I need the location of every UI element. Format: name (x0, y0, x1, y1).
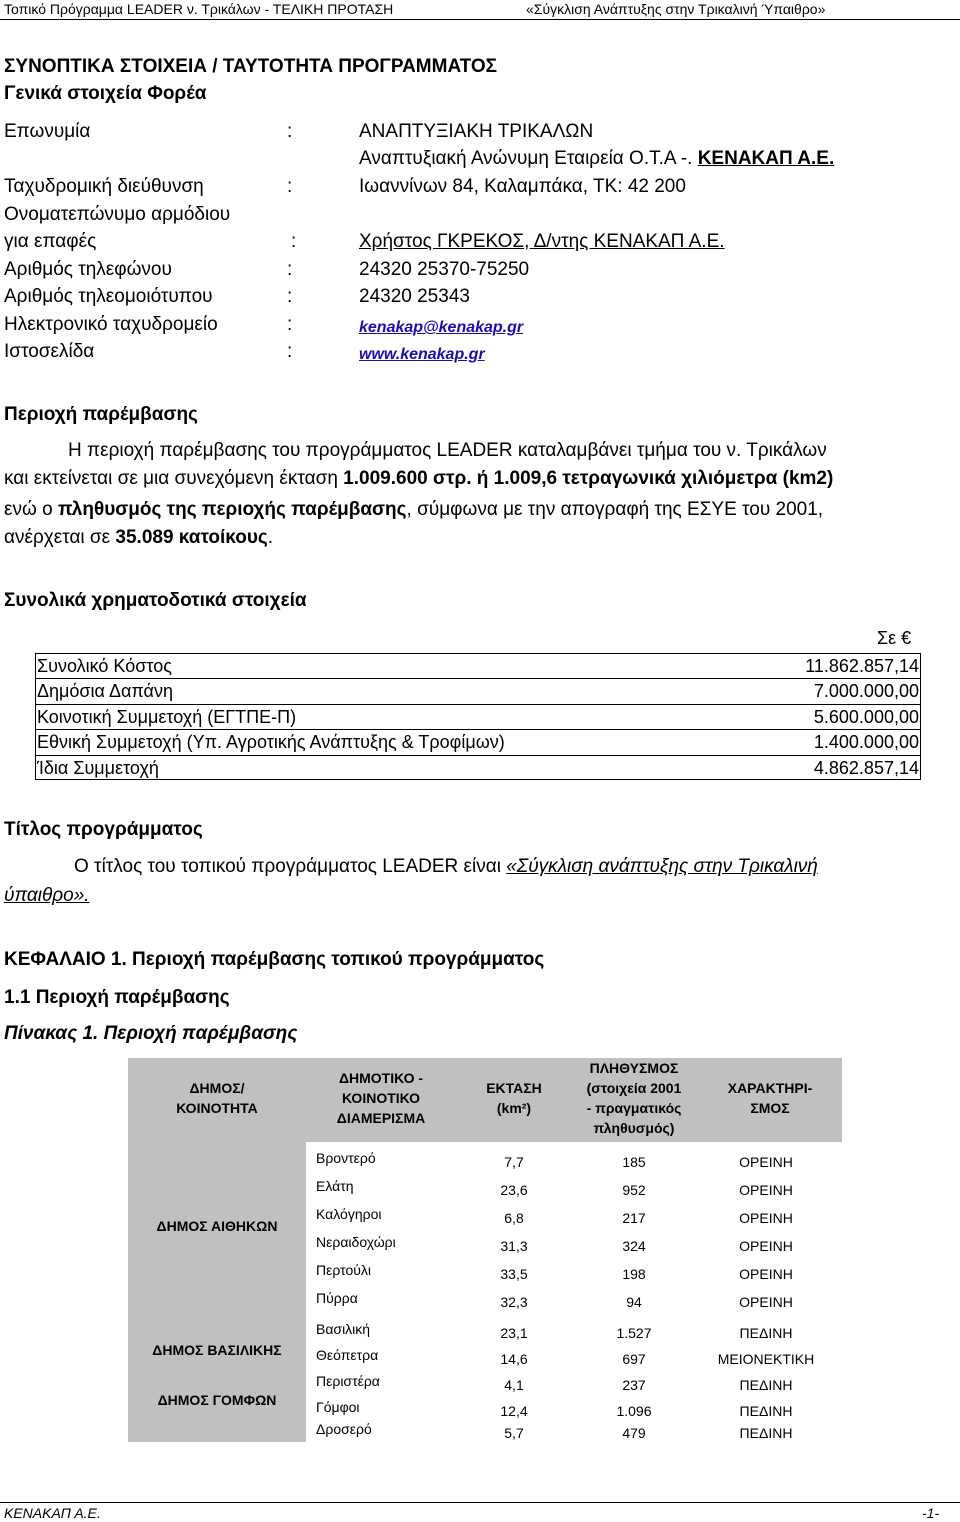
finance-unit: Σε € (877, 628, 912, 648)
finance-value: 1.400.000,00 (813, 732, 919, 752)
summary-title: ΣΥΝΟΠΤΙΚΑ ΣΤΟΙΧΕΙΑ / ΤΑΥΤΟΤΗΤΑ ΠΡΟΓΡΑΜΜΑΤΟΣ (4, 56, 498, 77)
name-value: ΑΝΑΠΤΥΞΙΑΚΗ ΤΡΙΚΑΛΩΝ (359, 121, 594, 142)
area-para-4b: 35.089 κατοίκους (115, 527, 268, 548)
name-value-2a: Αναπτυξιακή Ανώνυμη Εταιρεία Ο.Τ.Α -. (359, 148, 698, 169)
type-cell: ΠΕΔΙΝΗ (739, 1377, 793, 1393)
district-cell: Περιστέρα (316, 1373, 380, 1389)
district-cell: Περτούλι (316, 1262, 372, 1278)
colon: : (287, 259, 293, 280)
colon: : (287, 314, 293, 335)
area-cell: 31,3 (500, 1238, 528, 1254)
table-caption: Πίνακας 1. Περιοχή παρέμβασης (4, 1023, 298, 1044)
finance-row (35, 653, 921, 679)
type-cell: ΠΕΔΙΝΗ (739, 1425, 793, 1441)
finance-label: Κοινοτική Συμμετοχή (ΕΓΤΠΕ-Π) (37, 707, 297, 727)
header-left-text: Τοπικό Πρόγραμμα LEADER ν. Τρικάλων - ΤΕΛΙΚΗ ΠΡΟΤΑΣΗ (4, 1, 394, 17)
program-title-line-1b: «Σύγκλιση ανάπτυξης στην Τρικαλινή (506, 856, 818, 877)
district-cell: Γόμφοι (316, 1399, 360, 1415)
footer-left: ΚΕΝΑΚΑΠ Α.Ε. (4, 1505, 101, 1521)
finance-value: 5.600.000,00 (813, 707, 919, 727)
population-cell: 1.096 (616, 1403, 652, 1419)
name-value-2 (359, 148, 834, 170)
type-cell: ΟΡΕΙΝΗ (739, 1238, 793, 1254)
finance-value: 4.862.857,14 (813, 758, 919, 778)
population-cell: 952 (622, 1182, 646, 1198)
population-cell: 324 (622, 1238, 646, 1254)
area-cell: 14,6 (500, 1351, 528, 1367)
type-cell: ΟΡΕΙΝΗ (739, 1182, 793, 1198)
contact-label-2: για επαφές (4, 231, 97, 252)
phone-value: 24320 25370-75250 (359, 259, 530, 280)
fax-label: Αριθμός τηλεομοιότυπου (4, 286, 213, 307)
finance-label: Συνολικό Κόστος (37, 656, 172, 676)
population-cell: 237 (622, 1377, 646, 1393)
municipality-gomfon: ΔΗΜΟΣ ΓΟΜΦΩΝ (157, 1392, 277, 1408)
email-link[interactable]: kenakap@kenakap.gr (359, 319, 524, 336)
finance-label: Δημόσια Δαπάνη (37, 681, 173, 701)
area-cell: 33,5 (500, 1266, 528, 1282)
finance-value: 11.862.857,14 (805, 656, 919, 676)
chapter-heading: ΚΕΦΑΛΑΙΟ 1. Περιοχή παρέμβασης τοπικού προγράμματος (4, 949, 545, 970)
contact-value: Χρήστος ΓΚΡΕΚΟΣ, Δ/ντης ΚΕΝΑΚΑΠ Α.Ε. (359, 231, 725, 252)
district-cell: Θεόπετρα (316, 1347, 379, 1363)
district-cell: Καλόγηροι (316, 1206, 382, 1222)
finance-row (35, 729, 921, 755)
web-label: Ιστοσελίδα (4, 341, 95, 362)
header-municipality: ΔΗΜΟΣ/ ΚΟΙΝΟΤΗΤΑ (176, 1080, 258, 1116)
district-cell: Βασιλική (316, 1321, 371, 1337)
area-cell: 23,6 (500, 1182, 528, 1198)
district-cell: Νεραιδοχώρι (316, 1234, 396, 1250)
finance-heading: Συνολικά χρηματοδοτικά στοιχεία (4, 590, 307, 611)
type-cell: ΟΡΕΙΝΗ (739, 1210, 793, 1226)
population-cell: 1.527 (616, 1325, 652, 1341)
finance-label: Ίδια Συμμετοχή (37, 758, 159, 778)
area-para-4c: . (267, 527, 274, 548)
colon: : (287, 176, 293, 197)
area-para-3 (4, 499, 823, 521)
program-title-line-1a: Ο τίτλος του τοπικού προγράμματος LEADER είναι (74, 856, 507, 877)
colon: : (287, 341, 293, 362)
population-cell: 94 (626, 1294, 642, 1310)
colon: : (291, 231, 297, 252)
type-cell: ΠΕΔΙΝΗ (739, 1403, 793, 1419)
area-para-4a: ανέρχεται σε (4, 527, 116, 548)
area-cell: 5,7 (504, 1425, 524, 1441)
address-value: Ιωαννίνων 84, Καλαμπάκα, ΤΚ: 42 200 (359, 176, 686, 197)
page-header (0, 0, 960, 20)
district-cell: Ελάτη (316, 1178, 354, 1194)
name-label: Επωνυμία (4, 121, 91, 142)
finance-row (35, 755, 921, 781)
area-para-3c: , σύμφωνα με την απογραφή της ΕΣΥΕ του 2001, (406, 499, 824, 520)
area-cell: 4,1 (504, 1377, 524, 1393)
area-para-3b: πληθυσμός της περιοχής παρέμβασης (57, 499, 407, 520)
population-cell: 198 (622, 1266, 646, 1282)
web-link[interactable]: www.kenakap.gr (359, 346, 485, 363)
header-population: ΠΛΗΘΥΣΜΟΣ (στοιχεία 2001 - πραγματικός πληθυσμός) (586, 1060, 682, 1136)
area-para-2a: και εκτείνεται σε μια συνεχόμενη έκταση (4, 468, 344, 489)
finance-value: 7.000.000,00 (813, 681, 919, 701)
area-cell: 12,4 (500, 1403, 528, 1419)
area-para-4 (4, 527, 273, 549)
population-cell: 185 (622, 1154, 646, 1170)
finance-label: Εθνική Συμμετοχή (Υπ. Αγροτικής Ανάπτυξης & Τροφίμων) (37, 732, 505, 752)
address-label: Ταχυδρομική διεύθυνση (4, 176, 204, 197)
program-title-line-1 (74, 856, 818, 878)
area-cell: 7,7 (504, 1154, 524, 1170)
header-district: ΔΗΜΟΤΙΚΟ - ΚΟΙΝΟΤΙΚΟ ΔΙΑΜΕΡΙΣΜΑ (336, 1070, 426, 1126)
area-para-2 (4, 468, 833, 490)
phone-label: Αριθμός τηλεφώνου (4, 259, 172, 280)
header-type: ΧΑΡΑΚΤΗΡΙ- ΣΜΟΣ (727, 1080, 813, 1116)
area-para-1: Η περιοχή παρέμβασης του προγράμματος LEADER καταλαμβάνει τμήμα του ν. Τρικάλων (68, 440, 827, 461)
chapter-subheading: 1.1 Περιοχή παρέμβασης (4, 987, 230, 1008)
name-value-2b: ΚΕΝΑΚΑΠ Α.Ε. (697, 148, 835, 169)
district-cell: Δροσερό (316, 1421, 372, 1437)
header-area: ΕΚΤΑΣΗ (km²) (486, 1080, 542, 1116)
area-para-2b: 1.009.600 στρ. ή 1.009,6 τετραγωνικά χιλιόμετρα (km2) (343, 468, 834, 489)
finance-row (35, 678, 921, 704)
summary-subtitle: Γενικά στοιχεία Φορέα (4, 83, 207, 104)
colon: : (287, 286, 293, 307)
area-cell: 6,8 (504, 1210, 524, 1226)
municipality-vasilikis: ΔΗΜΟΣ ΒΑΣΙΛΙΚΗΣ (152, 1342, 282, 1358)
population-cell: 697 (622, 1351, 646, 1367)
district-cell: Βροντερό (316, 1150, 376, 1166)
colon: : (287, 121, 293, 142)
area-cell: 23,1 (500, 1325, 528, 1341)
fax-value: 24320 25343 (359, 286, 470, 307)
area-heading: Περιοχή παρέμβασης (4, 404, 198, 425)
program-title-heading: Τίτλος προγράμματος (4, 819, 203, 840)
type-cell: ΠΕΔΙΝΗ (739, 1325, 793, 1341)
district-cell: Πύρρα (316, 1290, 358, 1306)
type-cell: ΟΡΕΙΝΗ (739, 1294, 793, 1310)
type-cell: ΟΡΕΙΝΗ (739, 1266, 793, 1282)
municipality-aithikon: ΔΗΜΟΣ ΑΙΘΗΚΩΝ (156, 1218, 278, 1234)
program-title-line-2: ύπαιθρο». (4, 885, 90, 906)
email-label: Ηλεκτρονικό ταχυδρομείο (4, 314, 218, 335)
header-right-text: «Σύγκλιση Ανάπτυξης στην Τρικαλινή Ύπαιθρο» (526, 1, 826, 17)
type-cell: ΟΡΕΙΝΗ (739, 1154, 793, 1170)
area-cell: 32,3 (500, 1294, 528, 1310)
footer-right: -1- (922, 1505, 940, 1521)
type-cell: ΜΕΙΟΝΕΚΤΙΚΗ (717, 1351, 815, 1367)
area-para-3a: ενώ ο (4, 499, 58, 520)
population-cell: 479 (622, 1425, 646, 1441)
contact-label-1: Ονοματεπώνυμο αρμόδιου (4, 204, 231, 225)
finance-row (35, 704, 921, 730)
population-cell: 217 (622, 1210, 646, 1226)
